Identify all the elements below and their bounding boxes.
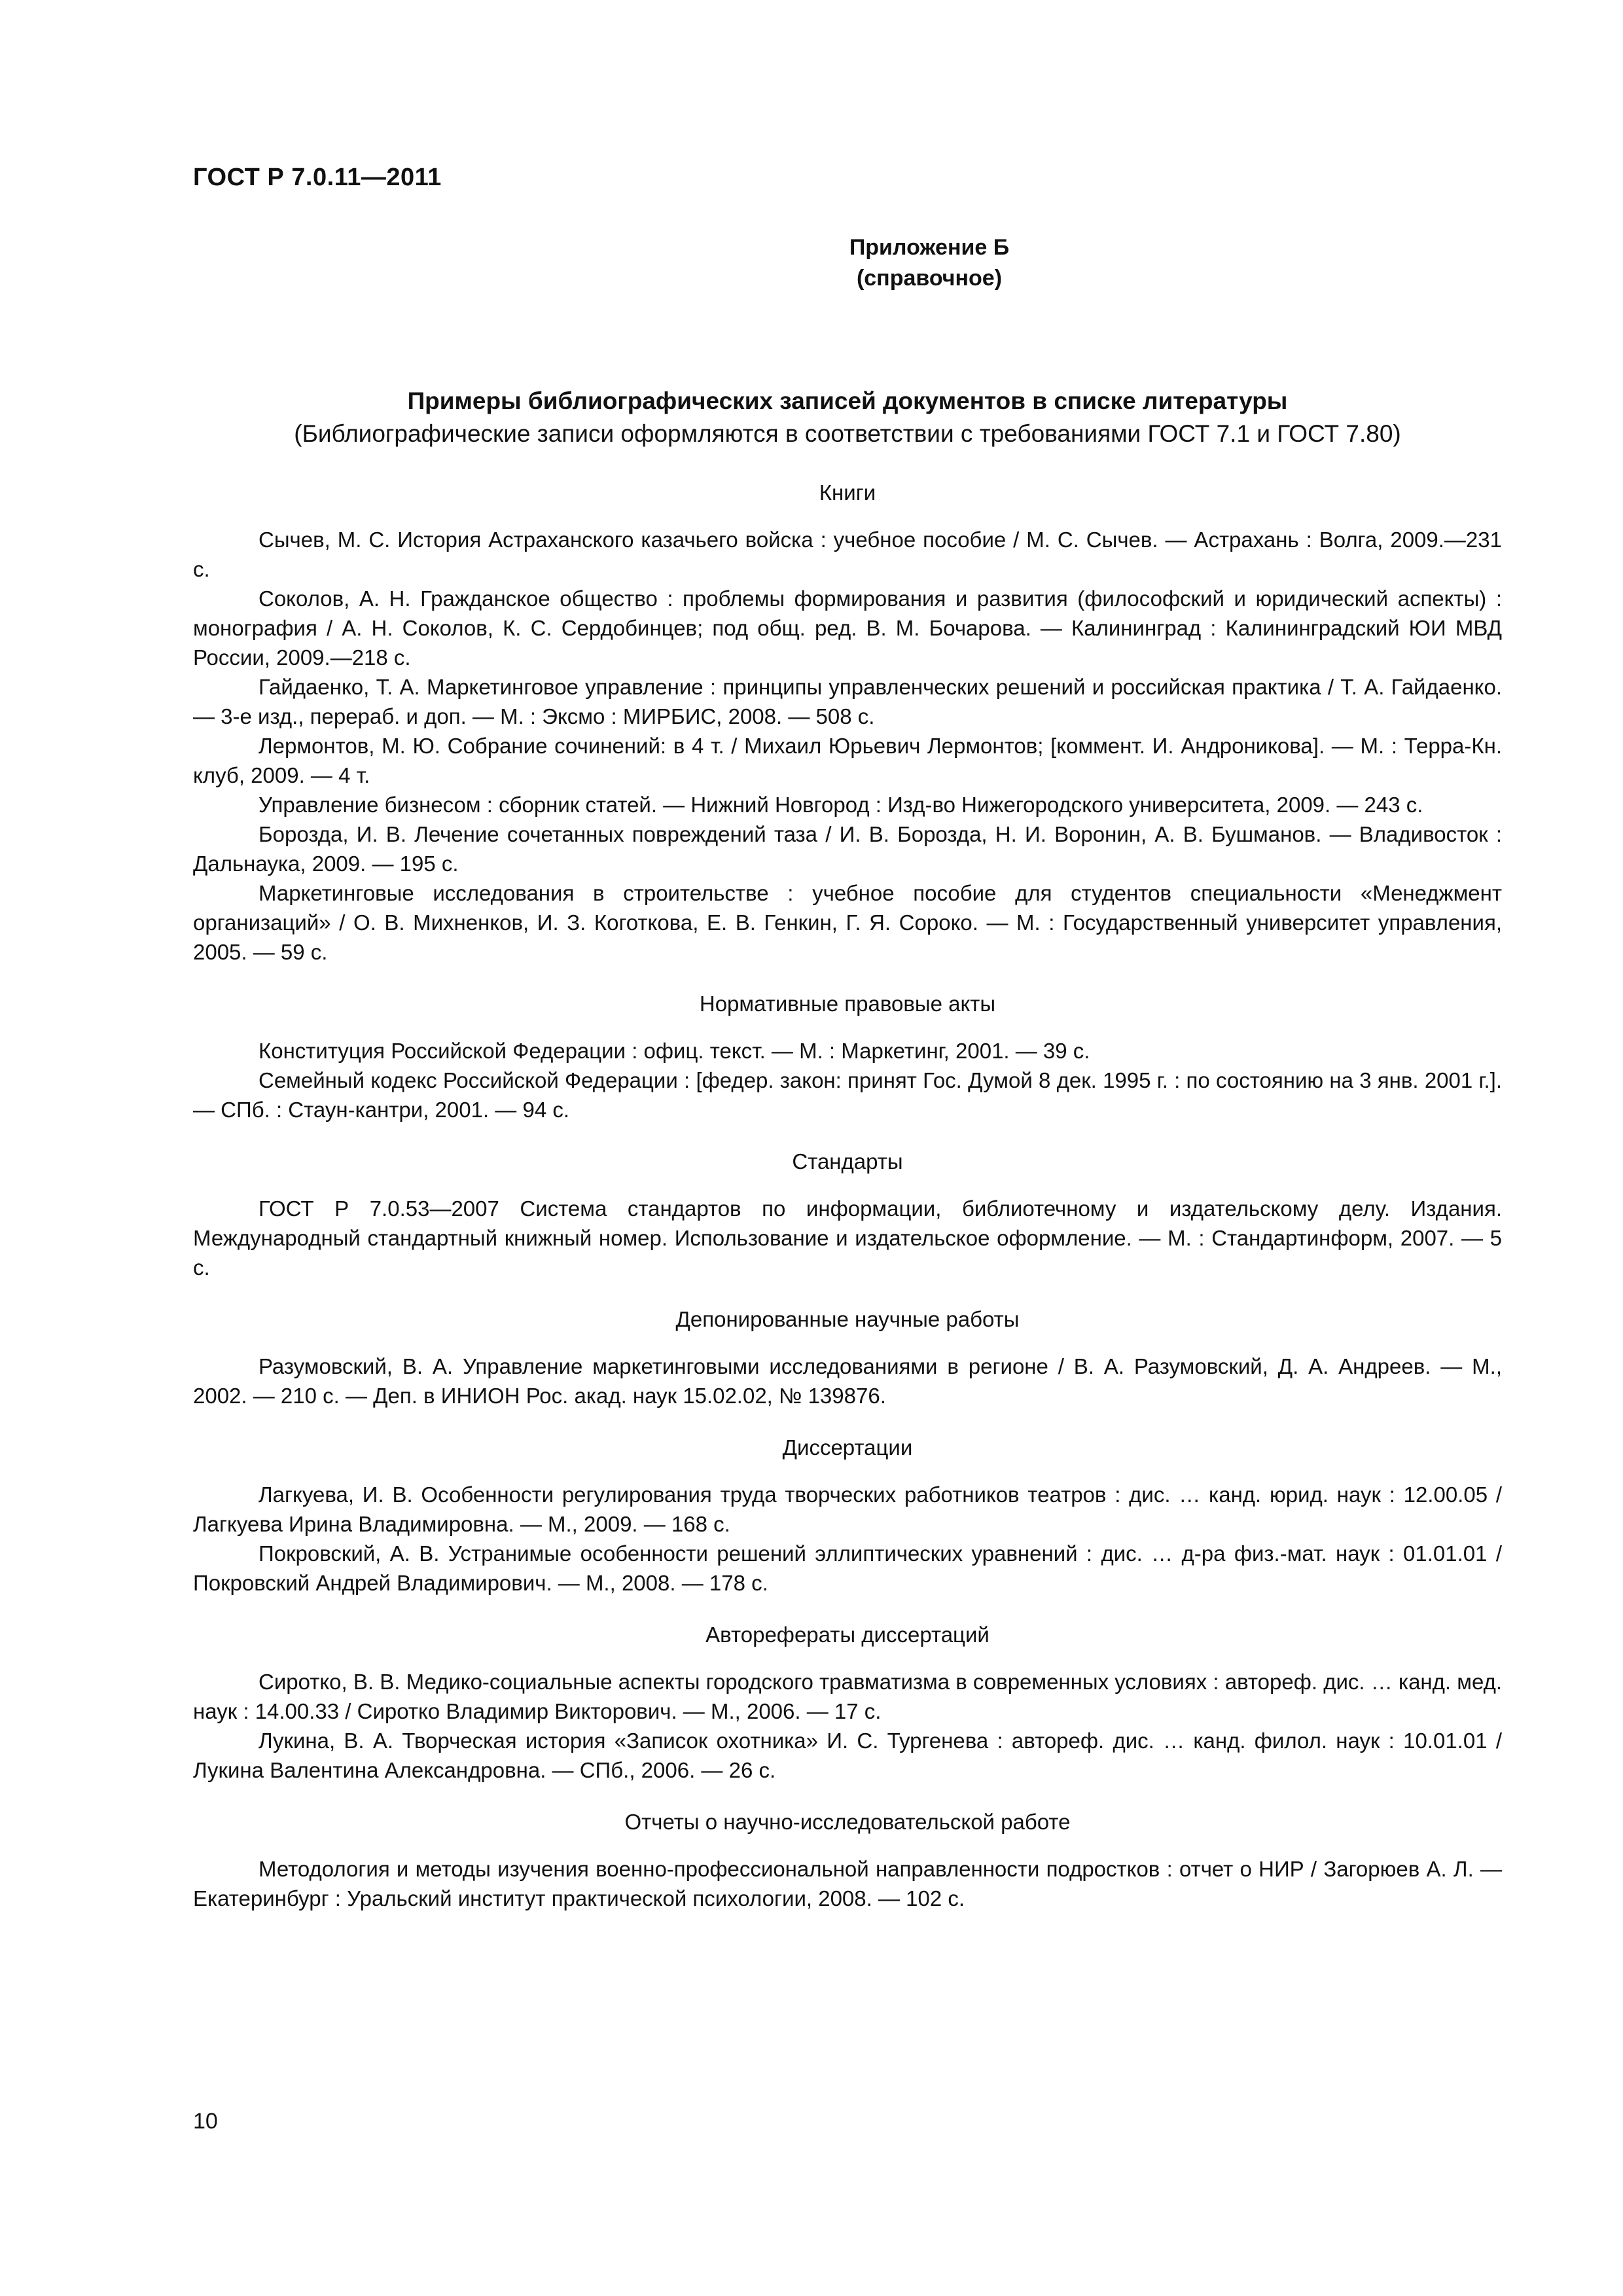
bibliography-entry: Методология и методы изучения военно-профессиональной направленности подростков : отчет о НИР / Загорюев А. Л. — Екатеринбург : Уральский институт практической психологии, 2008. — 102 с. [193,1857,1502,1910]
section-title-standards: Стандарты [792,1149,903,1174]
appendix-heading [0,232,1623,294]
section-title-dissertations: Диссертации [782,1435,913,1460]
main-content [193,385,1502,1913]
page-number: 10 [193,2109,218,2134]
bibliography-entry: Лукина, В. А. Творческая история «Записок охотника» И. С. Тургенева : автореф. дис. … канд. филол. наук : 10.01.01 / Лукина Валентина Александровна. — СПб., 2006. — 26 с. [193,1729,1502,1782]
bibliography-entry: Лагкуева, И. В. Особенности регулирования труда творческих работников театров : дис. … канд. юрид. наук : 12.00.05 / Лагкуева Ирина Владимировна. — М., 2009. — 168 с. [193,1482,1502,1536]
bibliography-entry: ГОСТ Р 7.0.53—2007 Система стандартов по информации, библиотечному и издательскому делу. Издания. Международный стандартный книжный номер. Использование и издательское оформление. — М. : Стандартинформ, 2007. — 5 с. [193,1196,1502,1280]
bibliography-entry: Покровский, А. В. Устранимые особенности решений эллиптических уравнений : дис. … д-ра физ.-мат. наук : 01.01.01 / Покровский Андрей Владимирович. — М., 2008. — 178 с. [193,1541,1502,1595]
section-title-research-reports: Отчеты о научно-исследовательской работе [624,1810,1071,1834]
page-title: Примеры библиографических записей документов в списке литературы [407,387,1288,414]
section-title-deposited-works: Депонированные научные работы [675,1307,1020,1331]
page-subtitle: (Библиографические записи оформляются в соответствии с требованиями ГОСТ 7.1 и ГОСТ 7.80) [294,420,1401,447]
appendix-type: (справочное) [856,266,1003,291]
bibliography-entry: Семейный кодекс Российской Федерации : [федер. закон: принят Гос. Думой 8 дек. 1995 г. : по состоянию на 3 янв. 2001 г.]. — СПб. : Стаун-кантри, 2001. — 94 с. [193,1068,1502,1122]
bibliography-entry: Гайдаенко, Т. А. Маркетинговое управление : принципы управленческих решений и российская практика / Т. А. Гайдаенко. — 3-е изд., перераб. и доп. — М. : Эксмо : МИРБИС, 2008. — 508 с. [193,675,1502,728]
bibliography-entry: Конституция Российской Федерации : офиц. текст. — М. : Маркетинг, 2001. — 39 с. [259,1039,1090,1063]
bibliography-entry: Сычев, М. С. История Астраханского казачьего войска : учебное пособие / М. С. Сычев. — Астрахань : Волга, 2009.—231 с. [193,528,1502,581]
section-title-legal-acts: Нормативные правовые акты [699,992,996,1016]
section-title-dissertation-abstracts: Авторефераты диссертаций [705,1623,990,1647]
bibliography-entry: Управление бизнесом : сборник статей. — Нижний Новгород : Изд-во Нижегородского университета, 2009. — 243 с. [259,793,1423,817]
section-title-books: Книги [819,480,876,505]
bibliography-entry: Сиротко, В. В. Медико-социальные аспекты городского травматизма в современных условиях : автореф. дис. … канд. мед. наук : 14.00.33 / Сиротко Владимир Викторович. — М., 2006. — 17 с. [193,1670,1502,1723]
appendix-label: Приложение Б [849,235,1010,260]
bibliography-entry: Разумовский, В. А. Управление маркетинговыми исследованиями в регионе / В. А. Разумовский, Д. А. Андреев. — М., 2002. — 210 с. — Деп. в ИНИОН Рос. акад. наук 15.02.02, № 139876. [193,1354,1502,1408]
bibliography-entry: Борозда, И. В. Лечение сочетанных повреждений таза / И. В. Борозда, Н. И. Воронин, А. В. Бушманов. — Владивосток : Дальнаука, 2009. — 195 с. [193,822,1502,876]
bibliography-entry: Маркетинговые исследования в строительстве : учебное пособие для студентов специальности «Менеджмент организаций» / О. В. Михненков, И. З. Коготкова, Е. В. Генкин, Г. Я. Сороко. — М. : Государственный университет управления, 2005. — 59 с. [193,881,1502,964]
bibliography-entry: Соколов, А. Н. Гражданское общество : проблемы формирования и развития (философский и юридический аспекты) : монография / А. Н. Соколов, К. С. Сердобинцев; под общ. ред. В. М. Бочарова. — Калининград : Калининградский ЮИ МВД России, 2009.—218 с. [193,586,1502,670]
document-code: ГОСТ Р 7.0.11—2011 [193,164,442,191]
bibliography-entry: Лермонтов, М. Ю. Собрание сочинений: в 4 т. / Михаил Юрьевич Лермонтов; [коммент. И. Андроникова]. — М. : Терра-Кн. клуб, 2009. — 4 т. [193,734,1502,787]
